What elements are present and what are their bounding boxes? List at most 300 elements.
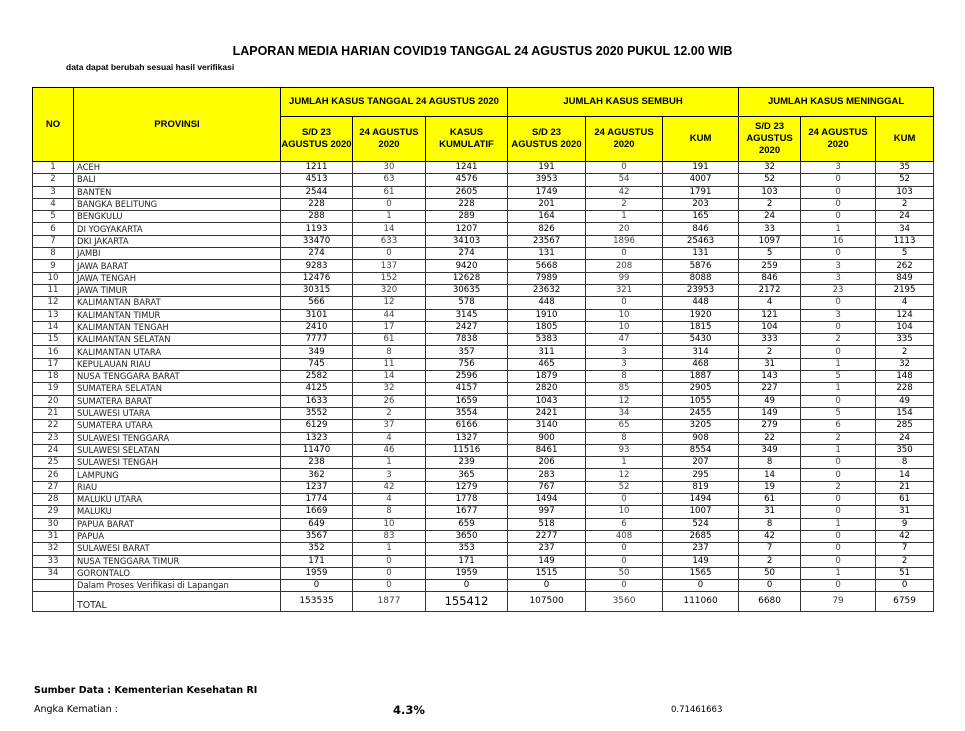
deaths-today-cell: 79: [801, 592, 876, 612]
province-name: DKI JAKARTA: [74, 235, 281, 247]
deaths-cumulative-cell: 148: [876, 371, 934, 383]
recovered-cumulative-cell: 149: [663, 555, 739, 567]
recovered-today-cell: 0: [586, 494, 663, 506]
deaths-cumulative-cell: 31: [876, 506, 934, 518]
row-number: 27: [33, 481, 74, 493]
cases-cumulative-cell: 353: [426, 543, 508, 555]
recovered-prior-cell: 311: [508, 346, 586, 358]
recovered-cumulative-cell: 207: [663, 457, 739, 469]
recovered-prior-cell: 3953: [508, 174, 586, 186]
deaths-cumulative-cell: 2195: [876, 284, 934, 296]
cases-today-cell: 12: [353, 297, 426, 309]
cases-prior-cell: 1211: [281, 162, 353, 174]
col-header-provinsi: PROVINSI: [74, 88, 281, 162]
cases-today-cell: 32: [353, 383, 426, 395]
table-row: [33, 371, 934, 383]
deaths-prior-cell: 0: [739, 580, 801, 592]
table-row: [33, 506, 934, 518]
deaths-prior-cell: 8: [739, 518, 801, 530]
recovered-prior-cell: 131: [508, 248, 586, 260]
recovered-prior-cell: 1749: [508, 186, 586, 198]
cases-today-cell: 30: [353, 162, 426, 174]
deaths-cumulative-cell: 154: [876, 407, 934, 419]
province-name: NUSA TENGGARA TIMUR: [74, 555, 281, 567]
province-name: PAPUA: [74, 530, 281, 542]
recovered-today-cell: 3: [586, 346, 663, 358]
cases-cumulative-cell: 756: [426, 358, 508, 370]
cases-prior-cell: 153535: [281, 592, 353, 612]
recovered-prior-cell: 206: [508, 457, 586, 469]
deaths-prior-cell: 259: [739, 260, 801, 272]
cases-prior-cell: 274: [281, 248, 353, 260]
recovered-today-cell: 208: [586, 260, 663, 272]
cases-today-cell: 1: [353, 211, 426, 223]
deaths-today-cell: 3: [801, 309, 876, 321]
province-name: KALIMANTAN SELATAN: [74, 334, 281, 346]
subheader-cases-cumulative: KASUS KUMULATIF: [426, 117, 508, 162]
recovered-cumulative-cell: 23953: [663, 284, 739, 296]
recovered-prior-cell: 1805: [508, 321, 586, 333]
deaths-today-cell: 0: [801, 321, 876, 333]
recovered-prior-cell: 1494: [508, 494, 586, 506]
row-number: 2: [33, 174, 74, 186]
cases-prior-cell: 171: [281, 555, 353, 567]
deaths-cumulative-cell: 262: [876, 260, 934, 272]
cases-today-cell: 37: [353, 420, 426, 432]
recovered-prior-cell: 900: [508, 432, 586, 444]
deaths-prior-cell: 2172: [739, 284, 801, 296]
recovered-today-cell: 52: [586, 481, 663, 493]
row-number: 21: [33, 407, 74, 419]
deaths-prior-cell: 22: [739, 432, 801, 444]
cases-cumulative-cell: 30635: [426, 284, 508, 296]
recovered-cumulative-cell: 1055: [663, 395, 739, 407]
cases-prior-cell: 9283: [281, 260, 353, 272]
cases-cumulative-cell: 155412: [426, 592, 508, 612]
province-name: SULAWESI TENGGARA: [74, 432, 281, 444]
row-number: 11: [33, 284, 74, 296]
recovered-cumulative-cell: 1887: [663, 371, 739, 383]
recovered-today-cell: 0: [586, 555, 663, 567]
deaths-prior-cell: 121: [739, 309, 801, 321]
table-row: [33, 358, 934, 370]
cases-prior-cell: 238: [281, 457, 353, 469]
cases-cumulative-cell: 274: [426, 248, 508, 260]
province-name: KEPULAUAN RIAU: [74, 358, 281, 370]
cases-cumulative-cell: 12628: [426, 272, 508, 284]
covid-report-table: [32, 87, 934, 612]
deaths-prior-cell: 31: [739, 358, 801, 370]
cases-today-cell: 8: [353, 506, 426, 518]
row-number: 3: [33, 186, 74, 198]
cases-prior-cell: 288: [281, 211, 353, 223]
recovered-today-cell: 47: [586, 334, 663, 346]
deaths-cumulative-cell: 52: [876, 174, 934, 186]
row-number: 14: [33, 321, 74, 333]
recovered-today-cell: 93: [586, 444, 663, 456]
subheader-recovered-today: 24 AGUSTUS 2020: [586, 117, 663, 162]
cases-prior-cell: 1669: [281, 506, 353, 518]
table-row: [33, 580, 934, 592]
recovered-today-cell: 85: [586, 383, 663, 395]
cases-cumulative-cell: 1207: [426, 223, 508, 235]
deaths-cumulative-cell: 5: [876, 248, 934, 260]
deaths-today-cell: 0: [801, 395, 876, 407]
cases-today-cell: 17: [353, 321, 426, 333]
recovered-cumulative-cell: 295: [663, 469, 739, 481]
deaths-prior-cell: 7: [739, 543, 801, 555]
deaths-cumulative-cell: 124: [876, 309, 934, 321]
recovered-cumulative-cell: 2455: [663, 407, 739, 419]
cases-prior-cell: 362: [281, 469, 353, 481]
cases-cumulative-cell: 9420: [426, 260, 508, 272]
table-body: [33, 162, 934, 612]
deaths-cumulative-cell: 2: [876, 555, 934, 567]
cases-today-cell: 0: [353, 555, 426, 567]
deaths-today-cell: 0: [801, 186, 876, 198]
mortality-rate: 4.3%: [393, 703, 425, 717]
cases-today-cell: 1: [353, 457, 426, 469]
cases-prior-cell: 2410: [281, 321, 353, 333]
report-title: LAPORAN MEDIA HARIAN COVID19 TANGGAL 24 AGUSTUS 2020 PUKUL 12.00 WIB: [232, 44, 733, 58]
cases-prior-cell: 349: [281, 346, 353, 358]
table-row: [33, 481, 934, 493]
cases-prior-cell: 352: [281, 543, 353, 555]
cases-cumulative-cell: 289: [426, 211, 508, 223]
recovered-cumulative-cell: 4007: [663, 174, 739, 186]
province-name: KALIMANTAN UTARA: [74, 346, 281, 358]
province-name: PAPUA BARAT: [74, 518, 281, 530]
recovered-cumulative-cell: 1920: [663, 309, 739, 321]
table-row: [33, 457, 934, 469]
recovered-today-cell: 54: [586, 174, 663, 186]
row-number: 18: [33, 371, 74, 383]
cases-today-cell: 26: [353, 395, 426, 407]
recovered-prior-cell: 7989: [508, 272, 586, 284]
row-number: 10: [33, 272, 74, 284]
cases-prior-cell: 745: [281, 358, 353, 370]
deaths-today-cell: 3: [801, 162, 876, 174]
recovered-cumulative-cell: 1565: [663, 567, 739, 579]
province-name: SULAWESI UTARA: [74, 407, 281, 419]
table-row: [33, 186, 934, 198]
deaths-today-cell: 0: [801, 530, 876, 542]
province-name: RIAU: [74, 481, 281, 493]
deaths-cumulative-cell: 6759: [876, 592, 934, 612]
province-name: NUSA TENGGARA BARAT: [74, 371, 281, 383]
cases-prior-cell: 1959: [281, 567, 353, 579]
deaths-prior-cell: 31: [739, 506, 801, 518]
subheader-cases-today: 24 AGUSTUS 2020: [353, 117, 426, 162]
province-name: TOTAL: [74, 592, 281, 612]
deaths-cumulative-cell: 35: [876, 162, 934, 174]
table-row: [33, 395, 934, 407]
cases-today-cell: 8: [353, 346, 426, 358]
deaths-today-cell: 2: [801, 481, 876, 493]
table-row: [33, 248, 934, 260]
row-number: 1: [33, 162, 74, 174]
recovered-cumulative-cell: 819: [663, 481, 739, 493]
recovered-cumulative-cell: 5430: [663, 334, 739, 346]
recovered-today-cell: 3560: [586, 592, 663, 612]
row-number: 24: [33, 444, 74, 456]
cases-today-cell: 14: [353, 223, 426, 235]
deaths-prior-cell: 50: [739, 567, 801, 579]
deaths-today-cell: 0: [801, 211, 876, 223]
table-row: [33, 198, 934, 210]
row-number: 25: [33, 457, 74, 469]
cases-cumulative-cell: 0: [426, 580, 508, 592]
cases-cumulative-cell: 4157: [426, 383, 508, 395]
row-number: 19: [33, 383, 74, 395]
recovered-cumulative-cell: 846: [663, 223, 739, 235]
deaths-cumulative-cell: 21: [876, 481, 934, 493]
table-row: [33, 494, 934, 506]
recovered-cumulative-cell: 111060: [663, 592, 739, 612]
subheader-deaths-today: 24 AGUSTUS 2020: [801, 117, 876, 162]
province-name: MALUKU UTARA: [74, 494, 281, 506]
recovered-cumulative-cell: 8554: [663, 444, 739, 456]
province-name: SUMATERA UTARA: [74, 420, 281, 432]
cases-today-cell: 4: [353, 494, 426, 506]
recovered-prior-cell: 1515: [508, 567, 586, 579]
data-disclaimer: data dapat berubah sesuai hasil verifikasi: [66, 62, 235, 72]
total-row: [33, 592, 934, 612]
group-header-cases: JUMLAH KASUS TANGGAL 24 AGUSTUS 2020: [281, 88, 508, 117]
deaths-cumulative-cell: 228: [876, 383, 934, 395]
recovered-cumulative-cell: 1791: [663, 186, 739, 198]
deaths-prior-cell: 846: [739, 272, 801, 284]
cases-today-cell: 14: [353, 371, 426, 383]
recovered-today-cell: 34: [586, 407, 663, 419]
mortality-label: Angka Kematian :: [34, 704, 118, 715]
deaths-today-cell: 1: [801, 383, 876, 395]
cases-prior-cell: 2544: [281, 186, 353, 198]
deaths-cumulative-cell: 24: [876, 432, 934, 444]
table-row: [33, 444, 934, 456]
cases-prior-cell: 2582: [281, 371, 353, 383]
recovered-prior-cell: 5668: [508, 260, 586, 272]
deaths-today-cell: 1: [801, 223, 876, 235]
row-number: 12: [33, 297, 74, 309]
row-number: 22: [33, 420, 74, 432]
cases-today-cell: 1877: [353, 592, 426, 612]
recovered-prior-cell: 8461: [508, 444, 586, 456]
cases-prior-cell: 228: [281, 198, 353, 210]
deaths-prior-cell: 104: [739, 321, 801, 333]
recovered-prior-cell: 149: [508, 555, 586, 567]
province-name: ACEH: [74, 162, 281, 174]
deaths-cumulative-cell: 4: [876, 297, 934, 309]
cases-today-cell: 152: [353, 272, 426, 284]
recovered-today-cell: 10: [586, 321, 663, 333]
table-row: [33, 543, 934, 555]
cases-cumulative-cell: 3145: [426, 309, 508, 321]
recovered-prior-cell: 5383: [508, 334, 586, 346]
deaths-prior-cell: 149: [739, 407, 801, 419]
province-name: MALUKU: [74, 506, 281, 518]
cases-today-cell: 83: [353, 530, 426, 542]
recovered-today-cell: 20: [586, 223, 663, 235]
cases-cumulative-cell: 2605: [426, 186, 508, 198]
deaths-today-cell: 0: [801, 346, 876, 358]
cases-prior-cell: 3101: [281, 309, 353, 321]
deaths-prior-cell: 49: [739, 395, 801, 407]
table-row: [33, 555, 934, 567]
cases-cumulative-cell: 1778: [426, 494, 508, 506]
table-row: [33, 321, 934, 333]
table-row: [33, 235, 934, 247]
recovered-prior-cell: 283: [508, 469, 586, 481]
recovered-cumulative-cell: 131: [663, 248, 739, 260]
deaths-cumulative-cell: 335: [876, 334, 934, 346]
deaths-today-cell: 0: [801, 506, 876, 518]
recovered-cumulative-cell: 448: [663, 297, 739, 309]
cases-cumulative-cell: 3554: [426, 407, 508, 419]
province-name: JAWA BARAT: [74, 260, 281, 272]
cases-today-cell: 10: [353, 518, 426, 530]
recovered-prior-cell: 2421: [508, 407, 586, 419]
cases-prior-cell: 6129: [281, 420, 353, 432]
table-row: [33, 518, 934, 530]
subheader-deaths-prior: S/D 23 AGUSTUS 2020: [739, 117, 801, 162]
cases-prior-cell: 30315: [281, 284, 353, 296]
deaths-prior-cell: 103: [739, 186, 801, 198]
deaths-prior-cell: 61: [739, 494, 801, 506]
deaths-prior-cell: 5: [739, 248, 801, 260]
cases-cumulative-cell: 659: [426, 518, 508, 530]
deaths-today-cell: 1: [801, 444, 876, 456]
recovered-today-cell: 1896: [586, 235, 663, 247]
cases-cumulative-cell: 1677: [426, 506, 508, 518]
deaths-prior-cell: 227: [739, 383, 801, 395]
recovered-prior-cell: 826: [508, 223, 586, 235]
row-number: 15: [33, 334, 74, 346]
row-number: 28: [33, 494, 74, 506]
cases-cumulative-cell: 2596: [426, 371, 508, 383]
deaths-prior-cell: 32: [739, 162, 801, 174]
recovered-today-cell: 10: [586, 506, 663, 518]
cases-today-cell: 137: [353, 260, 426, 272]
col-header-no: NO: [33, 88, 74, 162]
deaths-cumulative-cell: 849: [876, 272, 934, 284]
deaths-today-cell: 0: [801, 469, 876, 481]
cases-cumulative-cell: 1279: [426, 481, 508, 493]
deaths-cumulative-cell: 7: [876, 543, 934, 555]
recovered-prior-cell: 3140: [508, 420, 586, 432]
deaths-cumulative-cell: 2: [876, 198, 934, 210]
cases-cumulative-cell: 7838: [426, 334, 508, 346]
deaths-today-cell: 2: [801, 432, 876, 444]
recovered-today-cell: 3: [586, 358, 663, 370]
table-row: [33, 297, 934, 309]
recovered-cumulative-cell: 165: [663, 211, 739, 223]
recovered-cumulative-cell: 908: [663, 432, 739, 444]
cases-prior-cell: 1633: [281, 395, 353, 407]
cases-prior-cell: 12476: [281, 272, 353, 284]
province-name: BANTEN: [74, 186, 281, 198]
deaths-prior-cell: 4: [739, 297, 801, 309]
deaths-today-cell: 0: [801, 580, 876, 592]
recovered-prior-cell: 1043: [508, 395, 586, 407]
row-number: 8: [33, 248, 74, 260]
deaths-today-cell: 16: [801, 235, 876, 247]
deaths-prior-cell: 279: [739, 420, 801, 432]
cases-cumulative-cell: 239: [426, 457, 508, 469]
group-header-deaths: JUMLAH KASUS MENINGGAL: [739, 88, 934, 117]
deaths-prior-cell: 24: [739, 211, 801, 223]
recovered-cumulative-cell: 314: [663, 346, 739, 358]
row-number: 29: [33, 506, 74, 518]
deaths-cumulative-cell: 2: [876, 346, 934, 358]
recovered-prior-cell: 201: [508, 198, 586, 210]
table-row: [33, 383, 934, 395]
province-name: KALIMANTAN TIMUR: [74, 309, 281, 321]
table-row: [33, 469, 934, 481]
deaths-prior-cell: 2: [739, 198, 801, 210]
recovered-cumulative-cell: 25463: [663, 235, 739, 247]
deaths-today-cell: 1: [801, 567, 876, 579]
province-name: SULAWESI TENGAH: [74, 457, 281, 469]
row-number: 34: [33, 567, 74, 579]
deaths-prior-cell: 1097: [739, 235, 801, 247]
cases-prior-cell: 1237: [281, 481, 353, 493]
row-number: 33: [33, 555, 74, 567]
cases-cumulative-cell: 11516: [426, 444, 508, 456]
province-name: JAWA TENGAH: [74, 272, 281, 284]
recovered-cumulative-cell: 3205: [663, 420, 739, 432]
province-name: KALIMANTAN BARAT: [74, 297, 281, 309]
cases-prior-cell: 4125: [281, 383, 353, 395]
recovered-today-cell: 1: [586, 211, 663, 223]
deaths-today-cell: 3: [801, 272, 876, 284]
deaths-today-cell: 5: [801, 407, 876, 419]
province-name: GORONTALO: [74, 567, 281, 579]
deaths-today-cell: 0: [801, 457, 876, 469]
row-number: 6: [33, 223, 74, 235]
recovered-today-cell: 12: [586, 395, 663, 407]
table-row: [33, 420, 934, 432]
cases-today-cell: 0: [353, 567, 426, 579]
recovered-cumulative-cell: 2905: [663, 383, 739, 395]
cases-today-cell: 4: [353, 432, 426, 444]
recovered-cumulative-cell: 8088: [663, 272, 739, 284]
cases-today-cell: 42: [353, 481, 426, 493]
province-name: SULAWESI BARAT: [74, 543, 281, 555]
table-row: [33, 223, 934, 235]
table-row: [33, 432, 934, 444]
recovered-today-cell: 99: [586, 272, 663, 284]
row-number: 9: [33, 260, 74, 272]
deaths-today-cell: 1: [801, 518, 876, 530]
deaths-prior-cell: 52: [739, 174, 801, 186]
deaths-cumulative-cell: 104: [876, 321, 934, 333]
province-name: BANGKA BELITUNG: [74, 198, 281, 210]
deaths-today-cell: 0: [801, 297, 876, 309]
recovered-today-cell: 8: [586, 432, 663, 444]
recovered-prior-cell: 0: [508, 580, 586, 592]
deaths-cumulative-cell: 1113: [876, 235, 934, 247]
recovered-today-cell: 321: [586, 284, 663, 296]
deaths-prior-cell: 42: [739, 530, 801, 542]
row-number: 31: [33, 530, 74, 542]
recovered-today-cell: 50: [586, 567, 663, 579]
row-number: 13: [33, 309, 74, 321]
deaths-cumulative-cell: 61: [876, 494, 934, 506]
cases-cumulative-cell: 171: [426, 555, 508, 567]
province-name: LAMPUNG: [74, 469, 281, 481]
recovered-prior-cell: 518: [508, 518, 586, 530]
